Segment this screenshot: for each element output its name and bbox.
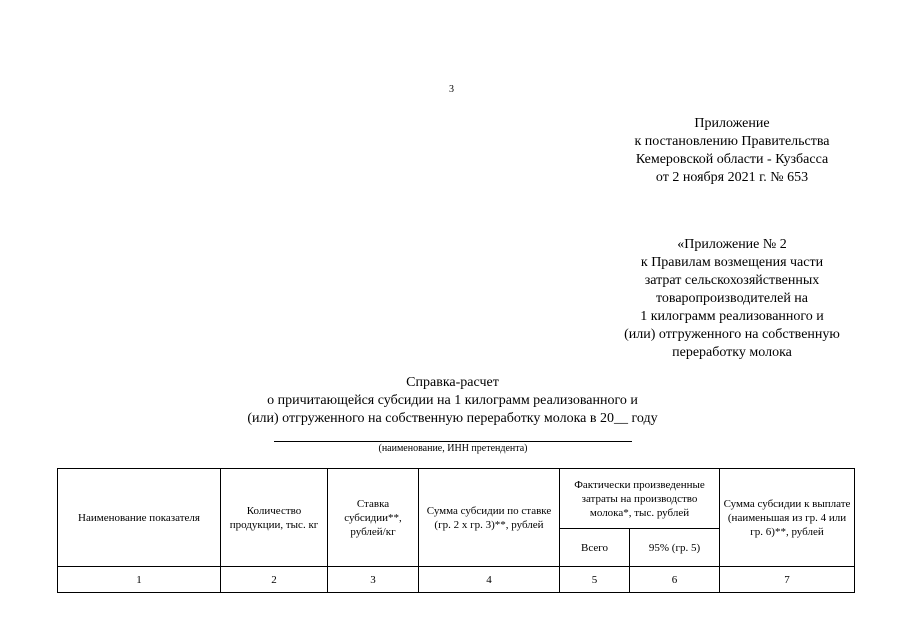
column-number: 5 xyxy=(560,567,630,593)
rule-appendix-header xyxy=(590,236,874,362)
column-number: 4 xyxy=(419,567,560,593)
appendix-line: к постановлению Правительства xyxy=(634,134,830,149)
calculation-table xyxy=(57,468,855,593)
appendix-line: Кемеровской области - Кузбасса xyxy=(635,152,829,167)
rule-appendix-line: 1 килограмм реализованного и xyxy=(640,309,824,324)
applicant-blank-line xyxy=(274,441,632,442)
column-number: 2 xyxy=(221,567,328,593)
header-indicator-name: Наименование показателя xyxy=(58,469,221,567)
title-line: Справка-расчет xyxy=(406,375,499,390)
column-number: 7 xyxy=(720,567,855,593)
appendix-header xyxy=(600,115,864,187)
header-rate: Ставка субсидии**, рублей/кг xyxy=(328,469,419,567)
header-actual-costs: Фактически произведенные затраты на производство молока*, тыс. рублей xyxy=(560,469,720,529)
appendix-line: от 2 ноября 2021 г. № 653 xyxy=(655,170,809,185)
header-subsidy-by-rate: Сумма субсидии по ставке (гр. 2 х гр. 3)**, рублей xyxy=(419,469,560,567)
rule-appendix-line: (или) отгруженного на собственную xyxy=(624,327,840,342)
rule-appendix-line: затрат сельскохозяйственных xyxy=(644,273,820,288)
rule-appendix-line: товаропроизводителей на xyxy=(655,291,809,306)
rule-appendix-line: к Правилам возмещения части xyxy=(640,255,824,270)
header-quantity: Количество продукции, тыс. кг xyxy=(221,469,328,567)
column-number: 6 xyxy=(630,567,720,593)
title-line: о причитающейся субсидии на 1 килограмм реализованного и xyxy=(267,393,638,408)
applicant-caption: (наименование, ИНН претендента) xyxy=(378,443,528,454)
appendix-line: Приложение xyxy=(694,116,770,131)
header-costs-95: 95% (гр. 5) xyxy=(630,529,720,567)
title-line: (или) отгруженного на собственную переработку молока в 20__ году xyxy=(247,411,658,426)
column-number: 1 xyxy=(58,567,221,593)
header-costs-total: Всего xyxy=(560,529,630,567)
column-number: 3 xyxy=(328,567,419,593)
rule-appendix-line: «Приложение № 2 xyxy=(677,237,787,252)
page-number: 3 xyxy=(449,84,454,95)
header-subsidy-payable: Сумма субсидии к выплате (наименьшая из гр. 4 или гр. 6)**, рублей xyxy=(720,469,855,567)
rule-appendix-line: переработку молока xyxy=(672,345,792,360)
document-title xyxy=(180,374,725,428)
